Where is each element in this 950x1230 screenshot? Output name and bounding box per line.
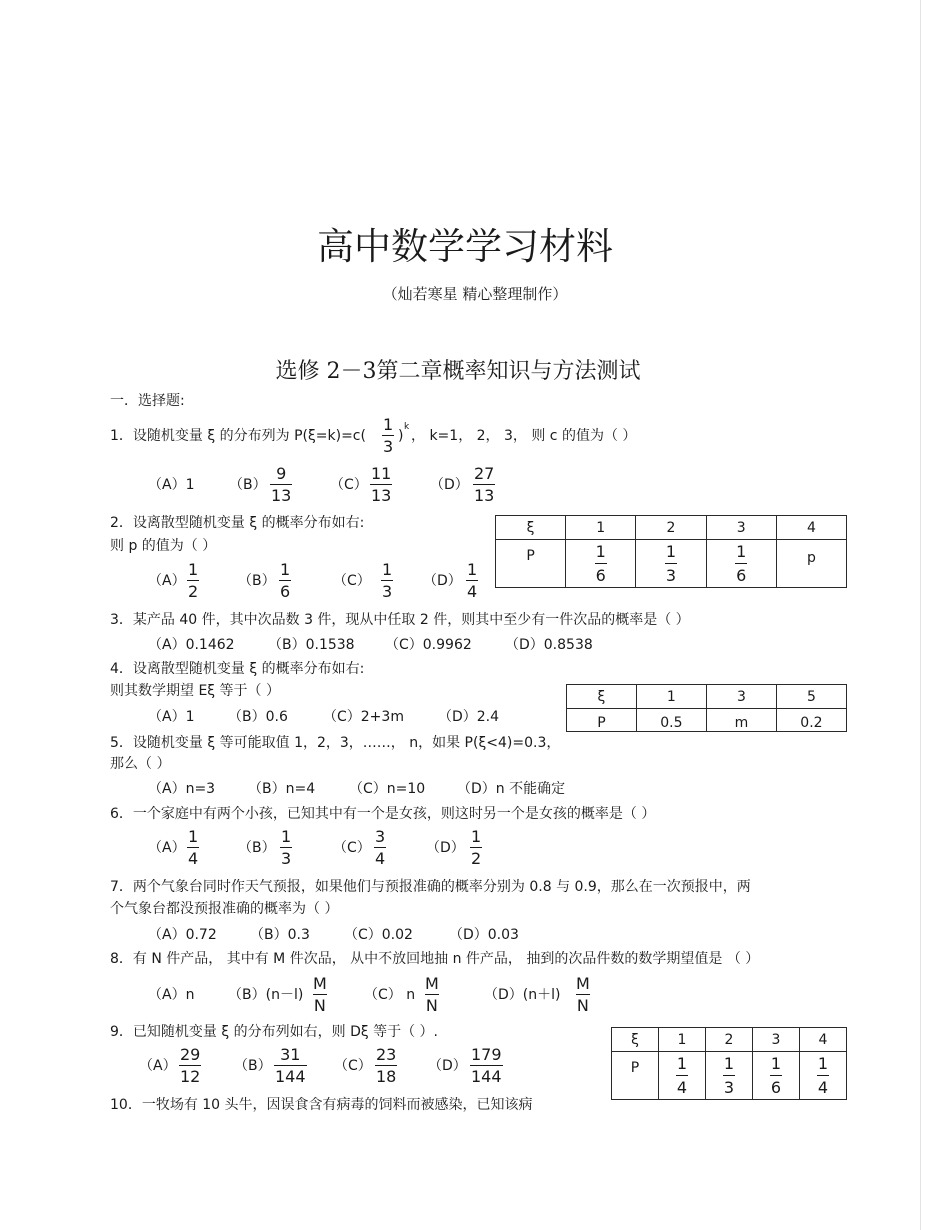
frac-num: 1	[736, 541, 747, 561]
q1-option-c: （C）	[330, 477, 368, 493]
frac-den: N	[425, 996, 438, 1015]
frac-num: 1	[595, 541, 606, 561]
q7-option-d: （D）0.03	[449, 927, 519, 943]
q1-frac-den: 3	[383, 437, 394, 456]
table-cell	[753, 1052, 800, 1100]
q6-option-a-frac	[187, 829, 199, 867]
q1-fraction	[382, 417, 394, 455]
frac-num: 29	[180, 1045, 201, 1064]
table-cell: p	[776, 540, 846, 588]
frac-num: 1	[188, 827, 199, 846]
table-row	[567, 709, 847, 732]
table-cell: ξ	[567, 685, 637, 709]
q4-stem-1: 4．设离散型随机变量 ξ 的概率分布如右:	[110, 661, 365, 677]
frac-num: 1	[723, 1053, 735, 1073]
q3-option-b: （B）0.1538	[268, 637, 355, 653]
table-row	[496, 516, 847, 540]
table-cell: 3	[706, 516, 776, 540]
q6-option-b-frac	[280, 829, 292, 867]
table-cell	[659, 1052, 706, 1100]
part-heading: 一．选择题:	[110, 393, 185, 409]
frac-num: 1	[770, 1053, 782, 1073]
q2-option-a: （A）	[148, 573, 186, 589]
q7-option-c: （C）0.02	[344, 927, 413, 943]
table-cell	[800, 1052, 847, 1100]
q2-option-b-frac	[279, 562, 291, 600]
q2-option-c-frac	[381, 562, 393, 600]
frac-den: 4	[467, 582, 478, 601]
q1-stem-b: )	[398, 428, 404, 444]
q2-option-a-frac	[187, 562, 199, 600]
frac-num: 31	[280, 1045, 301, 1064]
q6-option-d: （D）	[426, 840, 465, 856]
frac-num: 1	[281, 827, 292, 846]
q9-option-c-frac	[375, 1047, 397, 1085]
q6-option-c: （C）	[333, 840, 371, 856]
q2-stem-2: 则 p 的值为（ ）	[110, 538, 217, 554]
table-cell: 3	[706, 685, 776, 709]
table-cell	[706, 1052, 753, 1100]
frac-num: 1	[676, 1053, 688, 1073]
frac-num: 1	[665, 541, 677, 561]
q1-option-b-frac	[270, 466, 292, 504]
table-cell	[636, 540, 706, 588]
q3-stem: 3．某产品 40 件，其中次品数 3 件，现从中任取 2 件，则其中至少有一件次品的概率是（ ）	[110, 612, 690, 628]
table-cell: 1	[659, 1028, 706, 1052]
q2-option-c: （C）	[333, 573, 371, 589]
frac-den: 13	[271, 486, 292, 505]
q1-stem-c: ， k=1， 2， 3， 则 c 的值为（ ）	[411, 428, 637, 444]
q8-option-d-frac	[575, 976, 591, 1014]
q9-stem: 9．已知随机变量 ξ 的分布列如右，则 Dξ 等于（ ）.	[110, 1024, 439, 1040]
q1-exponent: k	[404, 422, 410, 432]
q8-option-b: （B）(n－l)	[228, 987, 304, 1003]
frac-num: 1	[471, 827, 482, 846]
table-cell: 4	[800, 1028, 847, 1052]
table-cell: 2	[706, 1028, 753, 1052]
frac-num: 9	[276, 464, 287, 483]
q5-option-a: （A）n=3	[148, 781, 216, 797]
frac-num: 1	[188, 560, 199, 579]
page-edge	[920, 0, 921, 1230]
q4-option-b: （B）0.6	[228, 709, 288, 725]
q2-distribution-table	[495, 515, 847, 588]
frac-num: M	[313, 974, 327, 993]
q8-option-b-frac	[312, 976, 328, 1014]
q6-option-d-frac	[470, 829, 482, 867]
table-cell: P	[612, 1052, 659, 1100]
frac-num: 1	[280, 560, 291, 579]
q3-option-a: （A）0.1462	[148, 637, 235, 653]
q6-option-a: （A）	[148, 840, 186, 856]
table-cell: m	[706, 709, 776, 732]
table-cell: ξ	[612, 1028, 659, 1052]
frac-den: 144	[471, 1067, 502, 1086]
table-row	[567, 685, 847, 709]
q1-option-d-frac	[473, 466, 495, 504]
q7-option-a: （A）0.72	[148, 927, 217, 943]
q7-option-b: （B）0.3	[250, 927, 310, 943]
page-subtitle: （灿若寒星 精心整理制作）	[382, 285, 568, 303]
frac-den: 3	[382, 582, 393, 601]
table-cell: 3	[753, 1028, 800, 1052]
q4-option-d: （D）2.4	[438, 709, 500, 725]
table-cell: 0.5	[636, 709, 706, 732]
q6-stem: 6．一个家庭中有两个小孩，已知其中有一个是女孩，则这时另一个是女孩的概率是（ ）	[110, 806, 656, 822]
q5-option-b: （B）n=4	[248, 781, 316, 797]
frac-den: N	[313, 996, 326, 1015]
frac-den: N	[576, 996, 589, 1015]
frac-den: 2	[471, 849, 482, 868]
frac-num: M	[425, 974, 439, 993]
page-title: 高中数学学习材料	[317, 225, 613, 268]
q4-stem-2: 则其数学期望 Eξ 等于（ ）	[110, 683, 281, 699]
frac-den: 4	[817, 1075, 829, 1096]
frac-num: 1	[817, 1053, 829, 1073]
frac-num: 3	[375, 827, 386, 846]
frac-den: 2	[188, 582, 199, 601]
table-cell: P	[567, 709, 637, 732]
frac-den: 13	[371, 486, 392, 505]
q4-option-a: （A）1	[148, 709, 195, 725]
frac-den: 3	[281, 849, 292, 868]
frac-den: 6	[770, 1075, 782, 1096]
table-row	[496, 540, 847, 588]
q5-option-c: （C）n=10	[349, 781, 426, 797]
frac-den: 4	[375, 849, 386, 868]
q6-option-c-frac	[374, 829, 386, 867]
q2-option-d-frac	[466, 562, 478, 600]
frac-num: M	[576, 974, 590, 993]
q5-stem-2: 那么（ ）	[110, 756, 171, 772]
q3-option-c: （C）0.9962	[385, 637, 472, 653]
table-cell	[566, 540, 636, 588]
q10-stem: 10．一牧场有 10 头牛，因误食含有病毒的饲料而被感染，已知该病	[110, 1097, 533, 1113]
q4-distribution-table	[566, 684, 847, 732]
table-cell: 1	[636, 685, 706, 709]
frac-den: 6	[735, 563, 747, 584]
q2-stem-1: 2．设离散型随机变量 ξ 的概率分布如右:	[110, 515, 365, 531]
table-cell: 2	[636, 516, 706, 540]
q1-frac-num: 1	[383, 415, 394, 434]
table-cell: 5	[776, 685, 846, 709]
q9-option-a-frac	[179, 1047, 201, 1085]
frac-den: 3	[723, 1075, 735, 1096]
q1-option-a: （A）1	[148, 477, 195, 493]
q9-option-c: （C）	[334, 1058, 372, 1074]
frac-den: 4	[188, 849, 199, 868]
q5-option-d: （D）n 不能确定	[457, 781, 566, 797]
q1-option-c-frac	[370, 466, 392, 504]
q9-option-b: （B）	[234, 1058, 272, 1074]
q8-option-a: （A）n	[148, 987, 195, 1003]
table-row	[612, 1028, 847, 1052]
q9-option-d: （D）	[428, 1058, 467, 1074]
q1-option-d: （D）	[430, 477, 469, 493]
q4-option-c: （C）2+3m	[323, 709, 404, 725]
frac-num: 179	[471, 1045, 502, 1064]
frac-den: 18	[376, 1067, 397, 1086]
frac-den: 144	[275, 1067, 306, 1086]
frac-den: 4	[676, 1075, 688, 1096]
q7-stem-2: 个气象台都没预报准确的概率为（ ）	[110, 901, 339, 917]
table-cell: 0.2	[776, 709, 846, 732]
q9-option-a: （A）	[139, 1058, 177, 1074]
q1-stem-a: 1．设随机变量 ξ 的分布列为 P(ξ=k)=c(	[110, 428, 366, 444]
q6-option-b: （B）	[238, 840, 276, 856]
frac-num: 1	[467, 560, 478, 579]
q8-option-c-frac	[424, 976, 440, 1014]
frac-den: 12	[180, 1067, 201, 1086]
q8-stem: 8．有 N 件产品， 其中有 M 件次品， 从中不放回地抽 n 件产品， 抽到的次品件数的数学期望值是 （ ）	[110, 951, 760, 967]
q9-distribution-table	[611, 1027, 847, 1100]
q2-option-d: （D）	[423, 573, 462, 589]
q8-option-d: （D）(n＋l)	[484, 987, 561, 1003]
q5-stem-1: 5．设随机变量 ξ 等可能取值 1，2，3，……， n，如果 P(ξ<4)=0.3，	[110, 735, 561, 751]
frac-den: 13	[474, 486, 495, 505]
table-cell: 4	[776, 516, 846, 540]
frac-den: 6	[595, 563, 607, 584]
table-cell: P	[496, 540, 566, 588]
table-cell	[706, 540, 776, 588]
frac-num: 23	[376, 1045, 397, 1064]
q1-option-b: （B）	[229, 477, 267, 493]
table-cell: ξ	[496, 516, 566, 540]
q9-option-b-frac	[274, 1047, 307, 1085]
q2-option-b: （B）	[238, 573, 276, 589]
frac-den: 3	[665, 563, 677, 584]
frac-den: 6	[280, 582, 291, 601]
frac-num: 27	[474, 464, 495, 483]
table-cell: 1	[566, 516, 636, 540]
section-title: 选修 2－3第二章概率知识与方法测试	[275, 359, 641, 384]
frac-num: 1	[382, 560, 393, 579]
q7-stem-1: 7．两个气象台同时作天气预报，如果他们与预报准确的概率分别为 0.8 与 0.9，那么在一次预报中，两	[110, 879, 751, 895]
q8-option-c: （C） n	[364, 987, 416, 1003]
frac-num: 11	[371, 464, 392, 483]
q3-option-d: （D）0.8538	[505, 637, 593, 653]
table-row	[612, 1052, 847, 1100]
q9-option-d-frac	[470, 1047, 503, 1085]
